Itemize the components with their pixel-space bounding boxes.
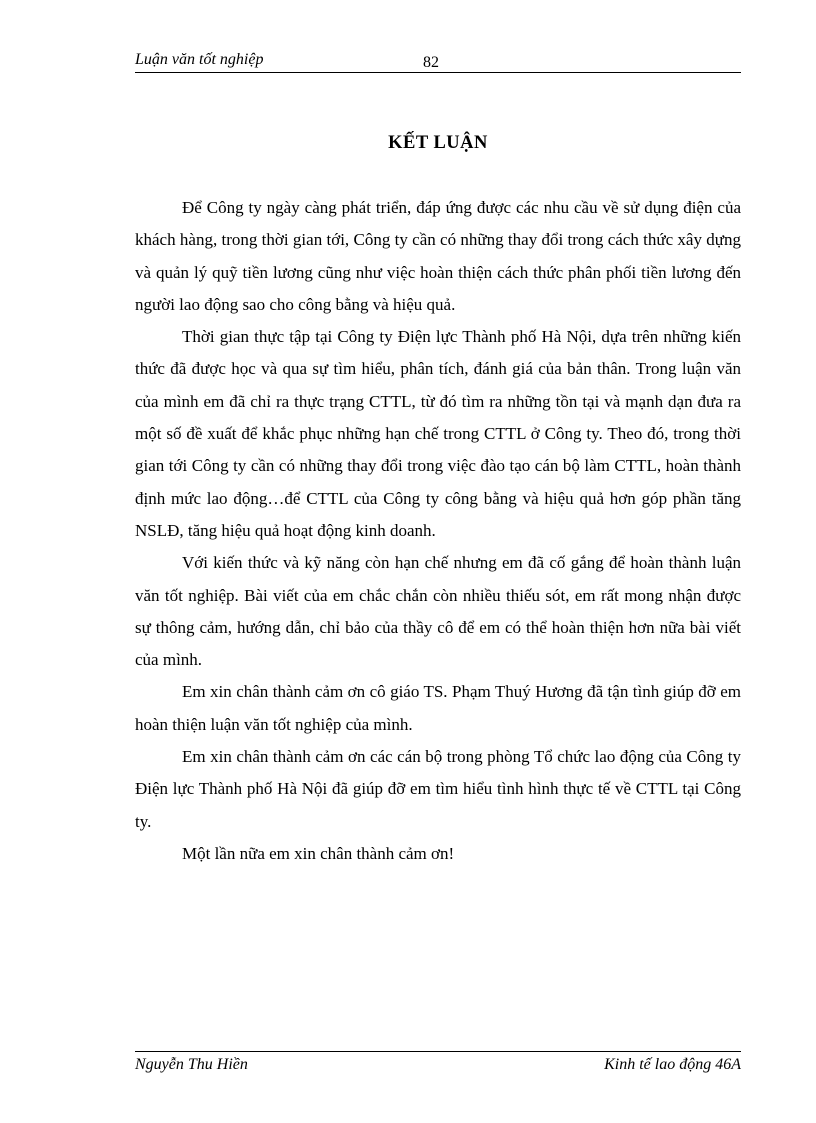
paragraph: Em xin chân thành cảm ơn các cán bộ trong phòng Tổ chức lao động của Công ty Điện lực Thành phố Hà Nội đã giúp đỡ em tìm hiểu tình hình thực tế về CTTL tại Công ty. — [135, 747, 741, 831]
footer-class: Kinh tế lao động 46A — [604, 1056, 741, 1073]
page-header — [135, 50, 741, 73]
body-text — [135, 192, 741, 870]
page-number: 82 — [423, 54, 439, 71]
page-footer — [135, 1051, 741, 1076]
paragraph: Với kiến thức và kỹ năng còn hạn chế nhưng em đã cố gắng để hoàn thành luận văn tốt nghiệp. Bài viết của em chắc chắn còn nhiều thiếu sót, em rất mong nhận được sự thông cảm, hướng dẫn, chỉ bảo của thầy cô để em có thể hoàn thiện hơn nữa bài viết của mình. — [135, 553, 741, 670]
paragraph: Để Công ty ngày càng phát triển, đáp ứng được các nhu cầu về sử dụng điện của khách hàng, trong thời gian tới, Công ty cần có những thay đổi trong cách thức xây dựng và quản lý quỹ tiền lương cũng như việc hoàn thiện cách thức phân phối tiền lương đến người lao động sao cho công bằng và hiệu quả. — [135, 198, 741, 314]
paragraph: Một lần nữa em xin chân thành cảm ơn! — [182, 843, 455, 863]
paragraph: Thời gian thực tập tại Công ty Điện lực Thành phố Hà Nội, dựa trên những kiến thức đã được học và qua sự tìm hiểu, phân tích, đánh giá của bản thân. Trong luận văn của mình em đã chỉ ra thực trạng CTTL, từ đó tìm ra những tồn tại và mạnh dạn đưa ra một số đề xuất để khắc phục những hạn chế trong CTTL ở Công ty. Theo đó, trong thời gian tới Công ty cần có những thay đổi trong việc đào tạo cán bộ làm CTTL, hoàn thành định mức lao động…để CTTL của Công ty công bằng và hiệu quả hơn góp phần tăng NSLĐ, tăng hiệu quả hoạt động kinh doanh. — [135, 327, 741, 540]
footer-author: Nguyễn Thu Hiền — [135, 1056, 248, 1073]
running-title: Luận văn tốt nghiệp — [135, 51, 264, 68]
section-title: KẾT LUẬN — [388, 133, 488, 153]
paragraph: Em xin chân thành cảm ơn cô giáo TS. Phạm Thuý Hương đã tận tình giúp đỡ em hoàn thiện luận văn tốt nghiệp của mình. — [135, 682, 741, 734]
